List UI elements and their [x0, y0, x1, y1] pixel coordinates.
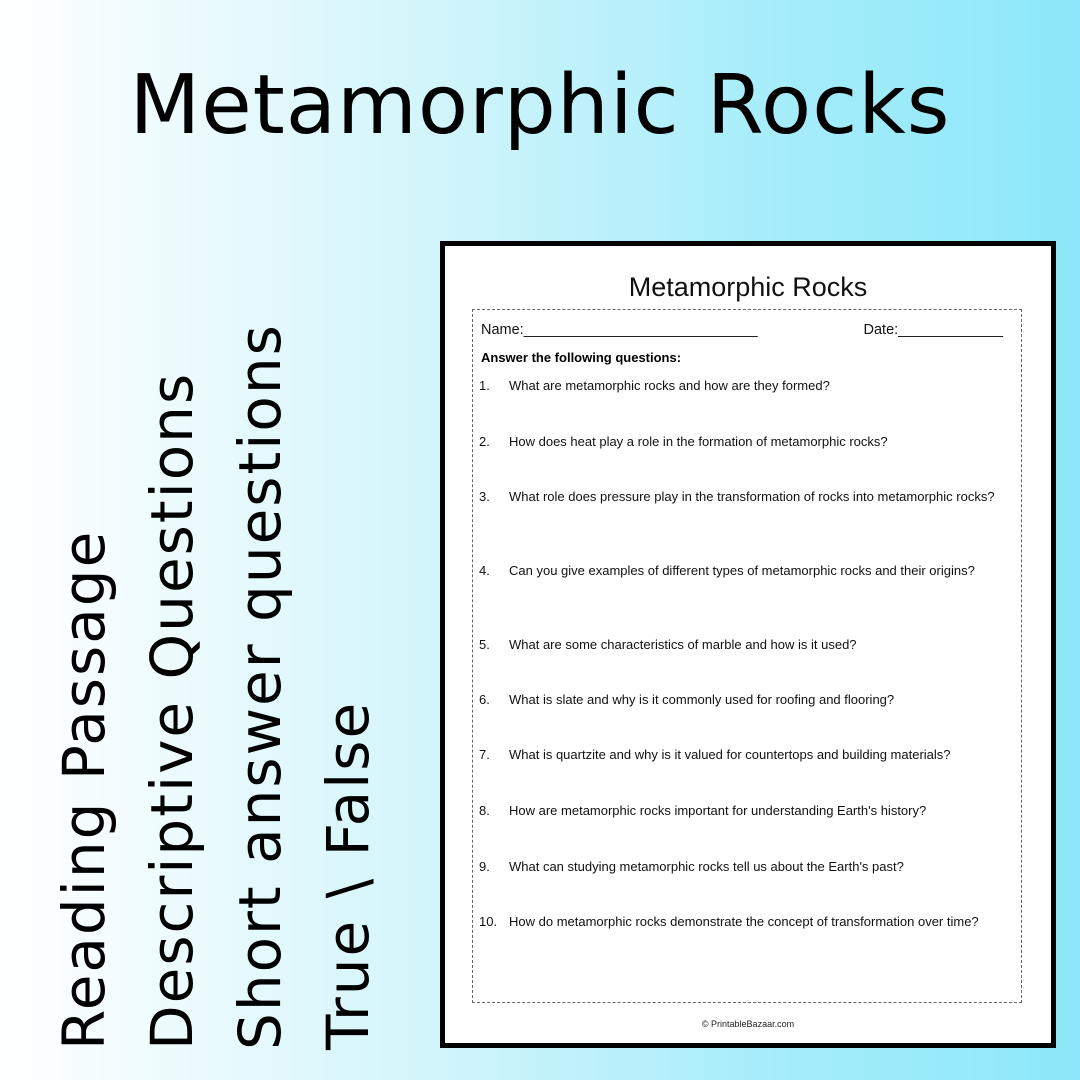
- page-title: Metamorphic Rocks: [129, 58, 951, 153]
- worksheet-body: [472, 309, 1022, 1003]
- question-item: [479, 376, 1009, 395]
- question-item: [479, 745, 1009, 764]
- question-text: How are metamorphic rocks important for understanding Earth's history?: [509, 803, 927, 818]
- question-text: How do metamorphic rocks demonstrate the concept of transformation over time?: [509, 914, 979, 929]
- question-number: 6.: [479, 692, 490, 707]
- question-number: 7.: [479, 747, 490, 762]
- question-number: 8.: [479, 803, 490, 818]
- worksheet-preview: [440, 241, 1056, 1048]
- question-text: What role does pressure play in the transformation of rocks into metamorphic rocks?: [509, 489, 995, 504]
- question-text: What are some characteristics of marble and how is it used?: [509, 637, 857, 652]
- question-number: 4.: [479, 563, 490, 578]
- question-text: How does heat play a role in the formation of metamorphic rocks?: [509, 434, 888, 449]
- side-label-descriptive-questions: Descriptive Questions: [138, 371, 206, 1050]
- side-label-short-answer: Short answer questions: [226, 323, 294, 1050]
- question-text: What can studying metamorphic rocks tell us about the Earth's past?: [509, 859, 904, 874]
- question-number: 3.: [479, 489, 490, 504]
- question-item: [479, 635, 1009, 654]
- question-number: 1.: [479, 378, 490, 393]
- instructions: Answer the following questions:: [481, 350, 682, 365]
- question-number: 10.: [479, 914, 498, 929]
- question-number: 9.: [479, 859, 490, 874]
- question-text: What are metamorphic rocks and how are they formed?: [509, 378, 830, 393]
- question-text: What is quartzite and why is it valued for countertops and building materials?: [509, 747, 951, 762]
- question-item: [479, 912, 1009, 931]
- question-item: [479, 690, 1009, 709]
- question-item: [479, 801, 1009, 820]
- question-item: [479, 857, 1009, 876]
- copyright-footer: © PrintableBazaar.com: [701, 1019, 795, 1029]
- question-number: 2.: [479, 434, 490, 449]
- date-field-label: Date:_____________: [863, 322, 1003, 338]
- side-labels: [40, 290, 392, 1050]
- question-text: Can you give examples of different types of metamorphic rocks and their origins?: [509, 563, 975, 578]
- question-number: 5.: [479, 637, 490, 652]
- side-label-true-false: True \ False: [314, 700, 382, 1050]
- name-field-label: Name:_____________________________: [481, 322, 758, 338]
- question-text: What is slate and why is it commonly used for roofing and flooring?: [509, 692, 895, 707]
- question-item: [479, 487, 1009, 506]
- worksheet-title: Metamorphic Rocks: [628, 272, 868, 302]
- side-label-reading-passage: Reading Passage: [50, 529, 118, 1050]
- question-item: [479, 432, 1009, 451]
- question-item: [479, 561, 1009, 580]
